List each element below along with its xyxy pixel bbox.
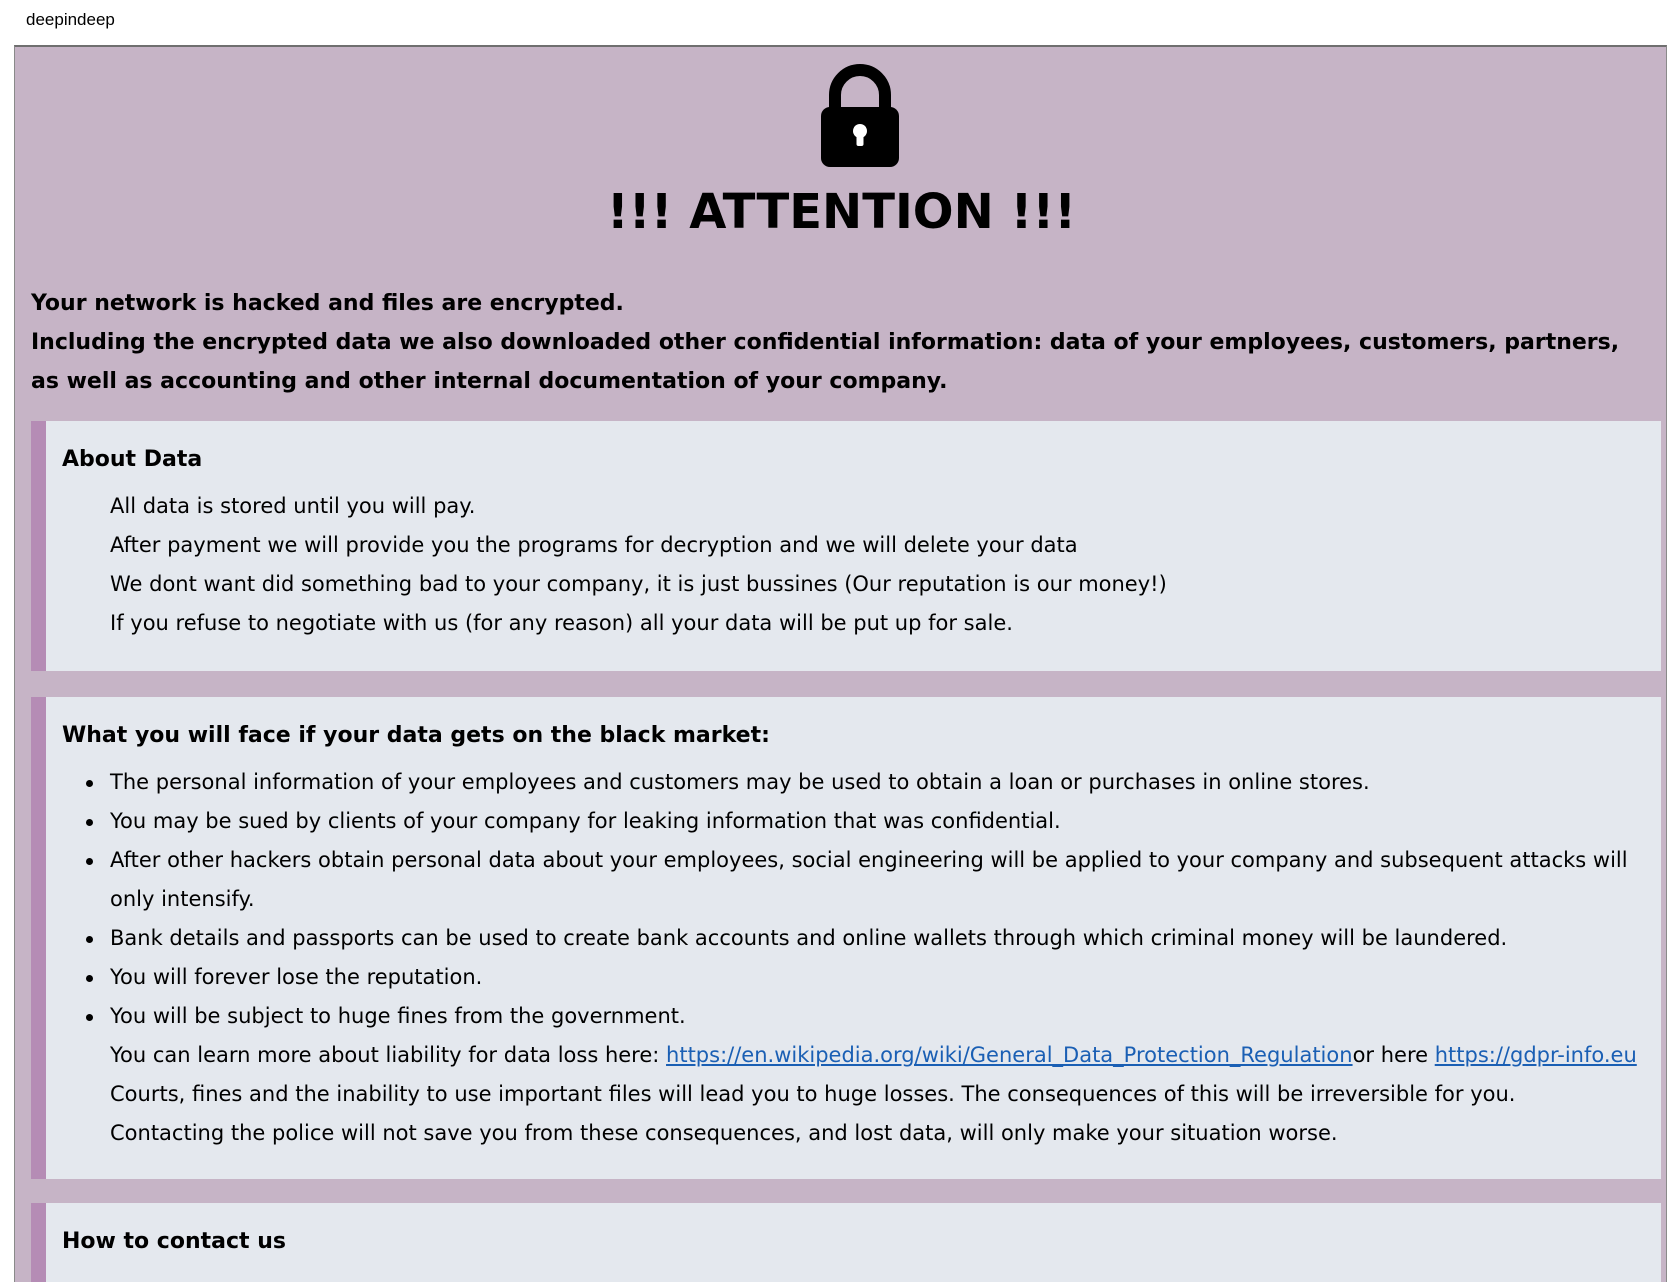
- bullet-dot-icon: [86, 1014, 93, 1021]
- about-data-card: [31, 421, 1661, 671]
- intro-block: [31, 284, 1651, 401]
- about-line: After payment we will provide you the programs for decryption and we will delete your data: [110, 533, 1078, 557]
- courts-line: Courts, fines and the inability to use important files will lead you to huge losses. The consequences of this will be irreversible for you.: [110, 1082, 1516, 1106]
- about-line: If you refuse to negotiate with us (for any reason) all your data will be put up for sale.: [110, 611, 1013, 635]
- about-data-title: About Data: [62, 447, 203, 472]
- bullet-dot-icon: [86, 975, 93, 982]
- window-title: deepindeep: [26, 10, 115, 29]
- gdpr-info-link[interactable]: https://gdpr-info.eu: [1434, 1043, 1637, 1067]
- contact-card: [31, 1203, 1661, 1282]
- bullet-dot-icon: [86, 936, 93, 943]
- consequence-text: The personal information of your employees and customers may be used to obtain a loan or purchases in online stores.: [110, 770, 1370, 794]
- consequence-item: [110, 802, 1637, 841]
- black-market-title: What you will face if your data gets on the black market:: [62, 723, 770, 748]
- bullet-dot-icon: [86, 819, 93, 826]
- gdpr-wikipedia-link[interactable]: https://en.wikipedia.org/wiki/General_Data_Protection_Regulation: [666, 1043, 1353, 1067]
- consequence-text: You will be subject to huge fines from the government.: [110, 1004, 686, 1028]
- attention-heading: !!! ATTENTION !!!: [606, 184, 1077, 240]
- black-market-card: [31, 697, 1661, 1179]
- intro-line-hacked: Your network is hacked and files are encrypted.: [31, 291, 624, 316]
- bullet-dot-icon: [86, 858, 93, 865]
- liability-line: [110, 1036, 1637, 1075]
- consequence-text: After other hackers obtain personal data about your employees, social engineering will be applied to your company and subsequent attacks will only intensify.: [110, 848, 1628, 911]
- consequence-text: Bank details and passports can be used to create bank accounts and online wallets through which criminal money will be laundered.: [110, 926, 1508, 950]
- ransom-note-page[interactable]: [14, 45, 1667, 1282]
- consequence-item: [110, 958, 1637, 997]
- liability-prefix: You can learn more about liability for data loss here:: [110, 1043, 667, 1067]
- consequences-list: [62, 763, 1637, 1036]
- police-line: Contacting the police will not save you from these consequences, and lost data, will only make your situation worse.: [110, 1121, 1338, 1145]
- lock-icon: [815, 63, 905, 169]
- intro-line-downloaded: Including the encrypted data we also downloaded other confidential information: data of your employees, customers, partners, as well as accounting and other internal documentation of your company.: [31, 330, 1620, 394]
- consequence-item: [110, 919, 1637, 958]
- contact-title: How to contact us: [62, 1229, 286, 1254]
- about-line: All data is stored until you will pay.: [110, 494, 476, 518]
- consequence-item: [110, 763, 1637, 802]
- about-line: We dont want did something bad to your company, it is just bussines (Our reputation is our money!): [110, 572, 1167, 596]
- consequence-item: [110, 997, 1637, 1036]
- bullet-dot-icon: [86, 780, 93, 787]
- link-separator: or here: [1352, 1043, 1435, 1067]
- window-titlebar[interactable]: [0, 0, 1678, 44]
- consequence-item: [110, 841, 1637, 919]
- consequence-text: You will forever lose the reputation.: [110, 965, 483, 989]
- consequence-text: You may be sued by clients of your company for leaking information that was confidential.: [110, 809, 1061, 833]
